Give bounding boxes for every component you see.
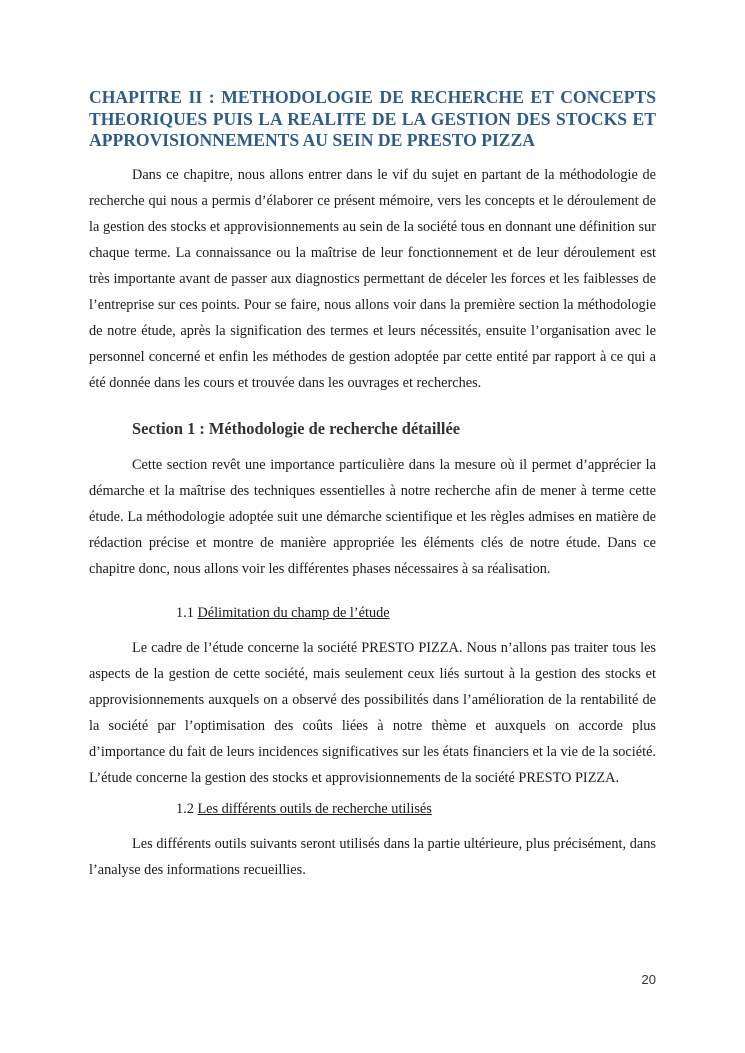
chapter-intro-paragraph: Dans ce chapitre, nous allons entrer dans le vif du sujet en partant de la méthodologie de recherche qui nous a permis d’élaborer ce présent mémoire, vers les concepts et le déroulement de la gestion des stocks et approvisionnements au sein de la société tous en donnant une définition sur chaque terme. La connaissance ou la maîtrise de leur fonctionnement et de leur déroulement est très importante avant de passer aux diagnostics permettant de déceler les forces et les faiblesses de l’entreprise sur ces points. Pour se faire, nous allons voir dans la première section la méthodologie de notre étude, après la signification des termes et leurs nécessités, ensuite l’organisation avec le personnel concerné et enfin les méthodes de gestion adoptée par cette entité par rapport à ce qui a été donnée dans les cours et trouvée dans les ouvrages et recherches.	[89, 166, 656, 391]
subsection-1-2-paragraph: Les différents outils suivants seront utilisés dans la partie ultérieure, plus précisément, dans l’analyse des informations recueillies.	[89, 835, 656, 878]
chapter-title: CHAPITRE II : METHODOLOGIE DE RECHERCHE ET CONCEPTS THEORIQUES PUIS LA REALITE DE LA GESTION DES STOCKS ET APPROVISIONNEMENTS AU SEIN DE PRESTO PIZZA	[89, 87, 656, 150]
subsection-1-1-title: Délimitation du champ de l’étude	[197, 604, 390, 621]
section-1-title: Section 1 : Méthodologie de recherche détaillée	[132, 418, 461, 438]
subsection-1-2-heading	[176, 796, 656, 822]
subsection-1-2-number: 1.2	[176, 800, 194, 817]
section-1-intro-paragraph: Cette section revêt une importance particulière dans la mesure où il permet d’apprécier la démarche et la maîtrise des techniques essentielles à notre recherche afin de mener à terme cette étude. La méthodologie adoptée suit une démarche scientifique et les règles admises en matière de rédaction précise et montre de manière appropriée les éléments clés de notre étude. Dans ce chapitre donc, nous allons voir les différentes phases nécessaires à sa réalisation.	[89, 456, 656, 577]
page-content	[89, 87, 656, 883]
page-number: 20	[641, 972, 656, 987]
subsection-1-1-number: 1.1	[176, 604, 194, 621]
subsection-1-1-paragraph: Le cadre de l’étude concerne la société PRESTO PIZZA. Nous n’allons pas traiter tous les aspects de la gestion de cette société, mais seulement ceux liés surtout à la gestion des stocks et approvisionnements auxquels on a observé des possibilités dans l’amélioration de la rentabilité de la société par l’optimisation des coûts liées à notre thème et auxquels on accorde plus d’importance du fait de leurs incidences significatives sur les états financiers et la vie de la société. L’étude concerne la gestion des stocks et approvisionnements de la société PRESTO PIZZA.	[89, 639, 656, 786]
subsection-1-2-title: Les différents outils de recherche utilisés	[197, 800, 432, 817]
subsection-1-1-heading	[176, 600, 656, 626]
